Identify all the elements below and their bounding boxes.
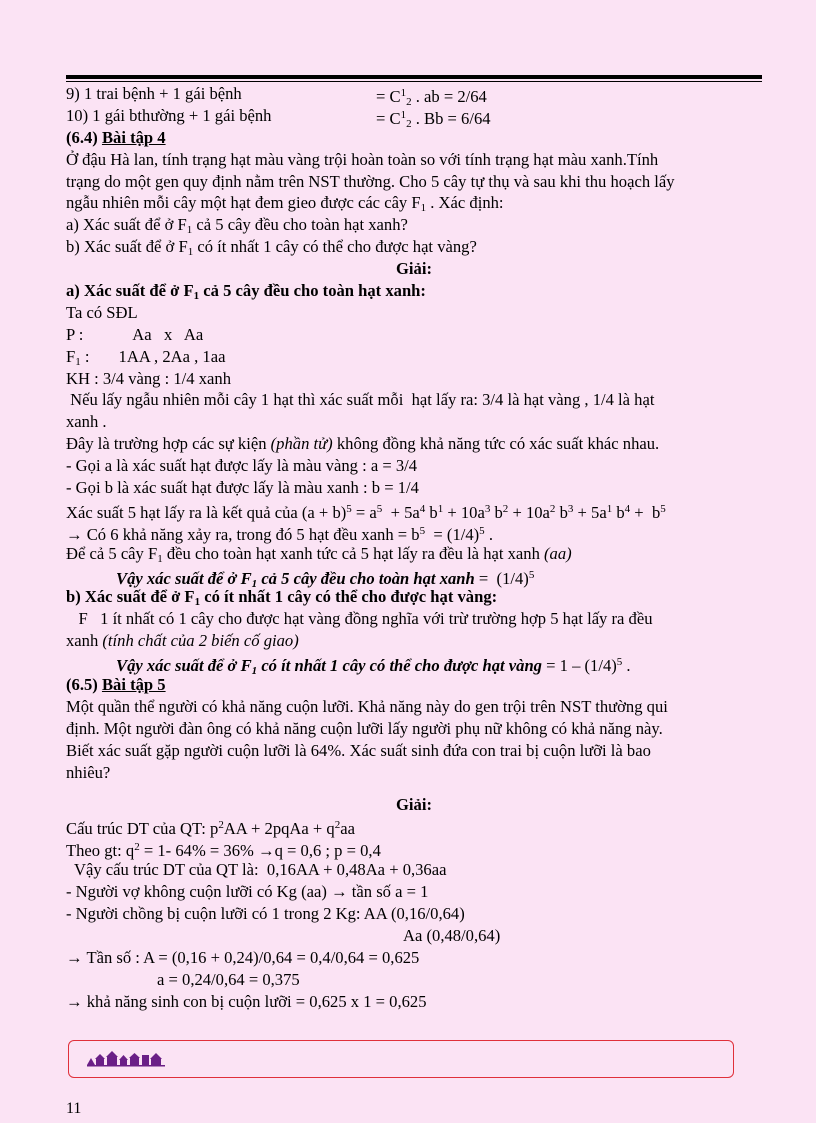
- note-line-1: Nếu lấy ngẫu nhiên mỗi cây 1 hạt thì xác suất mỗi hạt lấy ra: 3/4 là hạt vàng , 1/4 là hạt: [66, 390, 655, 410]
- question-a: a) Xác suất để ở $F_1$ cả 5 cây đều cho toàn hạt xanh?: [66, 215, 408, 237]
- heading-bai-tap-4: (6.4) Bài tập 4: [66, 127, 166, 147]
- arrow-icon: →: [257, 841, 275, 861]
- p-cross-line: P : Aa x Aa: [66, 324, 204, 344]
- frequency-line-2: a = 0,24/0,64 = 0,375: [157, 969, 300, 989]
- husband-line: - Người chồng bị cuộn lưỡi có 1 trong 2 Kg: AA (0,16/0,64): [66, 903, 465, 923]
- complement-line-1: F 1 ít nhất có 1 cây cho được hạt vàng đồng nghĩa với trừ trường hợp 5 hạt lấy ra đều: [66, 609, 653, 629]
- top-rule-thick: [66, 75, 762, 79]
- sdl-line: Ta có SĐL: [66, 302, 138, 322]
- solution-heading-2: Giải:: [396, 794, 432, 814]
- solution-heading-1: Giải:: [396, 259, 432, 279]
- structure-line: Cấu trúc DT của QT: $p^2AA$ + 2pqAa + $q^2aa$: [66, 819, 355, 839]
- page-content: [66, 83, 762, 1012]
- problem-5-line-1: Một quần thể người có khả năng cuộn lưỡi. Khả năng này do gen trội trên NST thường qui: [66, 696, 668, 716]
- conclusion-b: Vậy xác suất để ở $F_1$ có ít nhất 1 cây có thể cho được hạt vàng = $1 - (1/4)^5$ .: [116, 656, 631, 678]
- six-cases-line: → Có 6 khả năng xảy ra, trong đó 5 hạt đều xanh = $b^5 = (1/4)^5$ .: [66, 524, 493, 544]
- question-b: b) Xác suất để ở $F_1$ có ít nhất 1 cây có thể cho được hạt vàng?: [66, 237, 477, 259]
- wife-line: - Người vợ không cuộn lưỡi có Kg (aa) → tần số a = 1: [66, 882, 429, 902]
- problem-5-line-3: Biết xác suất gặp người cuộn lưỡi là 64%. Xác suất sinh đứa con trai bị cuộn lưỡi là bao: [66, 740, 651, 760]
- problem-5-line-4: nhiêu?: [66, 762, 111, 782]
- define-b-line: - Gọi b là xác suất hạt được lấy là màu xanh : b = 1/4: [66, 478, 419, 498]
- line-item-9: 9) 1 trai bệnh + 1 gái bệnh = $C^1_2$ . ab = 2/64: [66, 84, 487, 108]
- line-item-10: 10) 1 gái bthường + 1 gái bệnh = $C^1_2$ . Bb = 6/64: [66, 105, 491, 130]
- probability-result-line: → khả năng sinh con bị cuộn lưỡi = 0,625 x 1 = 0,625: [66, 991, 427, 1011]
- given-line: Theo gt: $q^2 = 1-$ 64% = 36% →q = 0,6 ; p = 0,4: [66, 841, 381, 861]
- solution-b-heading: b) Xác suất để ở $F_1$ có ít nhất 1 cây có thể cho được hạt vàng:: [66, 587, 498, 609]
- complement-line-2: xanh (tính chất của 2 biến cố giao): [66, 631, 299, 651]
- houses-ornament-icon: [87, 1049, 167, 1067]
- heading-bai-tap-5: (6.5) Bài tập 5: [66, 675, 166, 695]
- footer-box: [68, 1040, 734, 1078]
- problem-4-line-1: Ở đậu Hà lan, tính trạng hạt màu vàng trội hoàn toàn so với tính trạng hạt màu xanh.Tính: [66, 149, 659, 169]
- page-number: 11: [66, 1100, 82, 1117]
- all-green-line: Để cả 5 cây $F_1$ đều cho toàn hạt xanh tức cả 5 hạt lấy ra đều là hạt xanh (aa): [66, 543, 572, 565]
- note-line-2: xanh .: [66, 412, 107, 432]
- problem-4-line-3: ngẫu nhiên mỗi cây một hạt đem gieo được các cây $F_1$ . Xác định:: [66, 193, 504, 215]
- f1-line: $F_1$ : 1AA , 2Aa , 1aa: [66, 346, 226, 368]
- problem-4-line-2: trạng do một gen quy định nằm trên NST thường. Cho 5 cây tự thụ và sau khi thu hoạch lấy: [66, 171, 675, 191]
- frequency-line-1: → Tần số : A = (0,16 + 0,24)/0,64 = 0,4/0,64 = 0,625: [66, 947, 420, 967]
- solution-a-heading: a) Xác suất để ở $F_1$ cả 5 cây đều cho toàn hạt xanh:: [66, 281, 426, 303]
- binomial-line: Xác suất 5 hạt lấy ra là kết quả của $(a + b)^5 = a^5 + 5a^4$ $b^1 + 10a^3$ $b^2 + 10a^2$ $b^3 + 5a^1$ $b^4 + b^5$: [66, 502, 666, 522]
- top-rule-thin: [66, 81, 762, 82]
- conclusion-a: Vậy xác suất để ở $F_1$ cả 5 cây đều cho toàn hạt xanh = $(1/4)^5$: [116, 568, 535, 590]
- define-a-line: - Gọi a là xác suất hạt được lấy là màu vàng : a = 3/4: [66, 456, 418, 476]
- case-line: Đây là trường hợp các sự kiện (phần tử) không đồng khả năng tức có xác suất khác nhau.: [66, 434, 660, 454]
- husband-aa-line: Aa (0,48/0,64): [403, 925, 501, 945]
- population-structure-line: Vậy cấu trúc DT của QT là: 0,16AA + 0,48Aa + 0,36aa: [66, 860, 447, 880]
- problem-5-line-2: định. Một người đàn ông có khả năng cuộn lưỡi lấy người phụ nữ không có khả năng này.: [66, 718, 663, 738]
- kh-line: KH : 3/4 vàng : 1/4 xanh: [66, 368, 231, 388]
